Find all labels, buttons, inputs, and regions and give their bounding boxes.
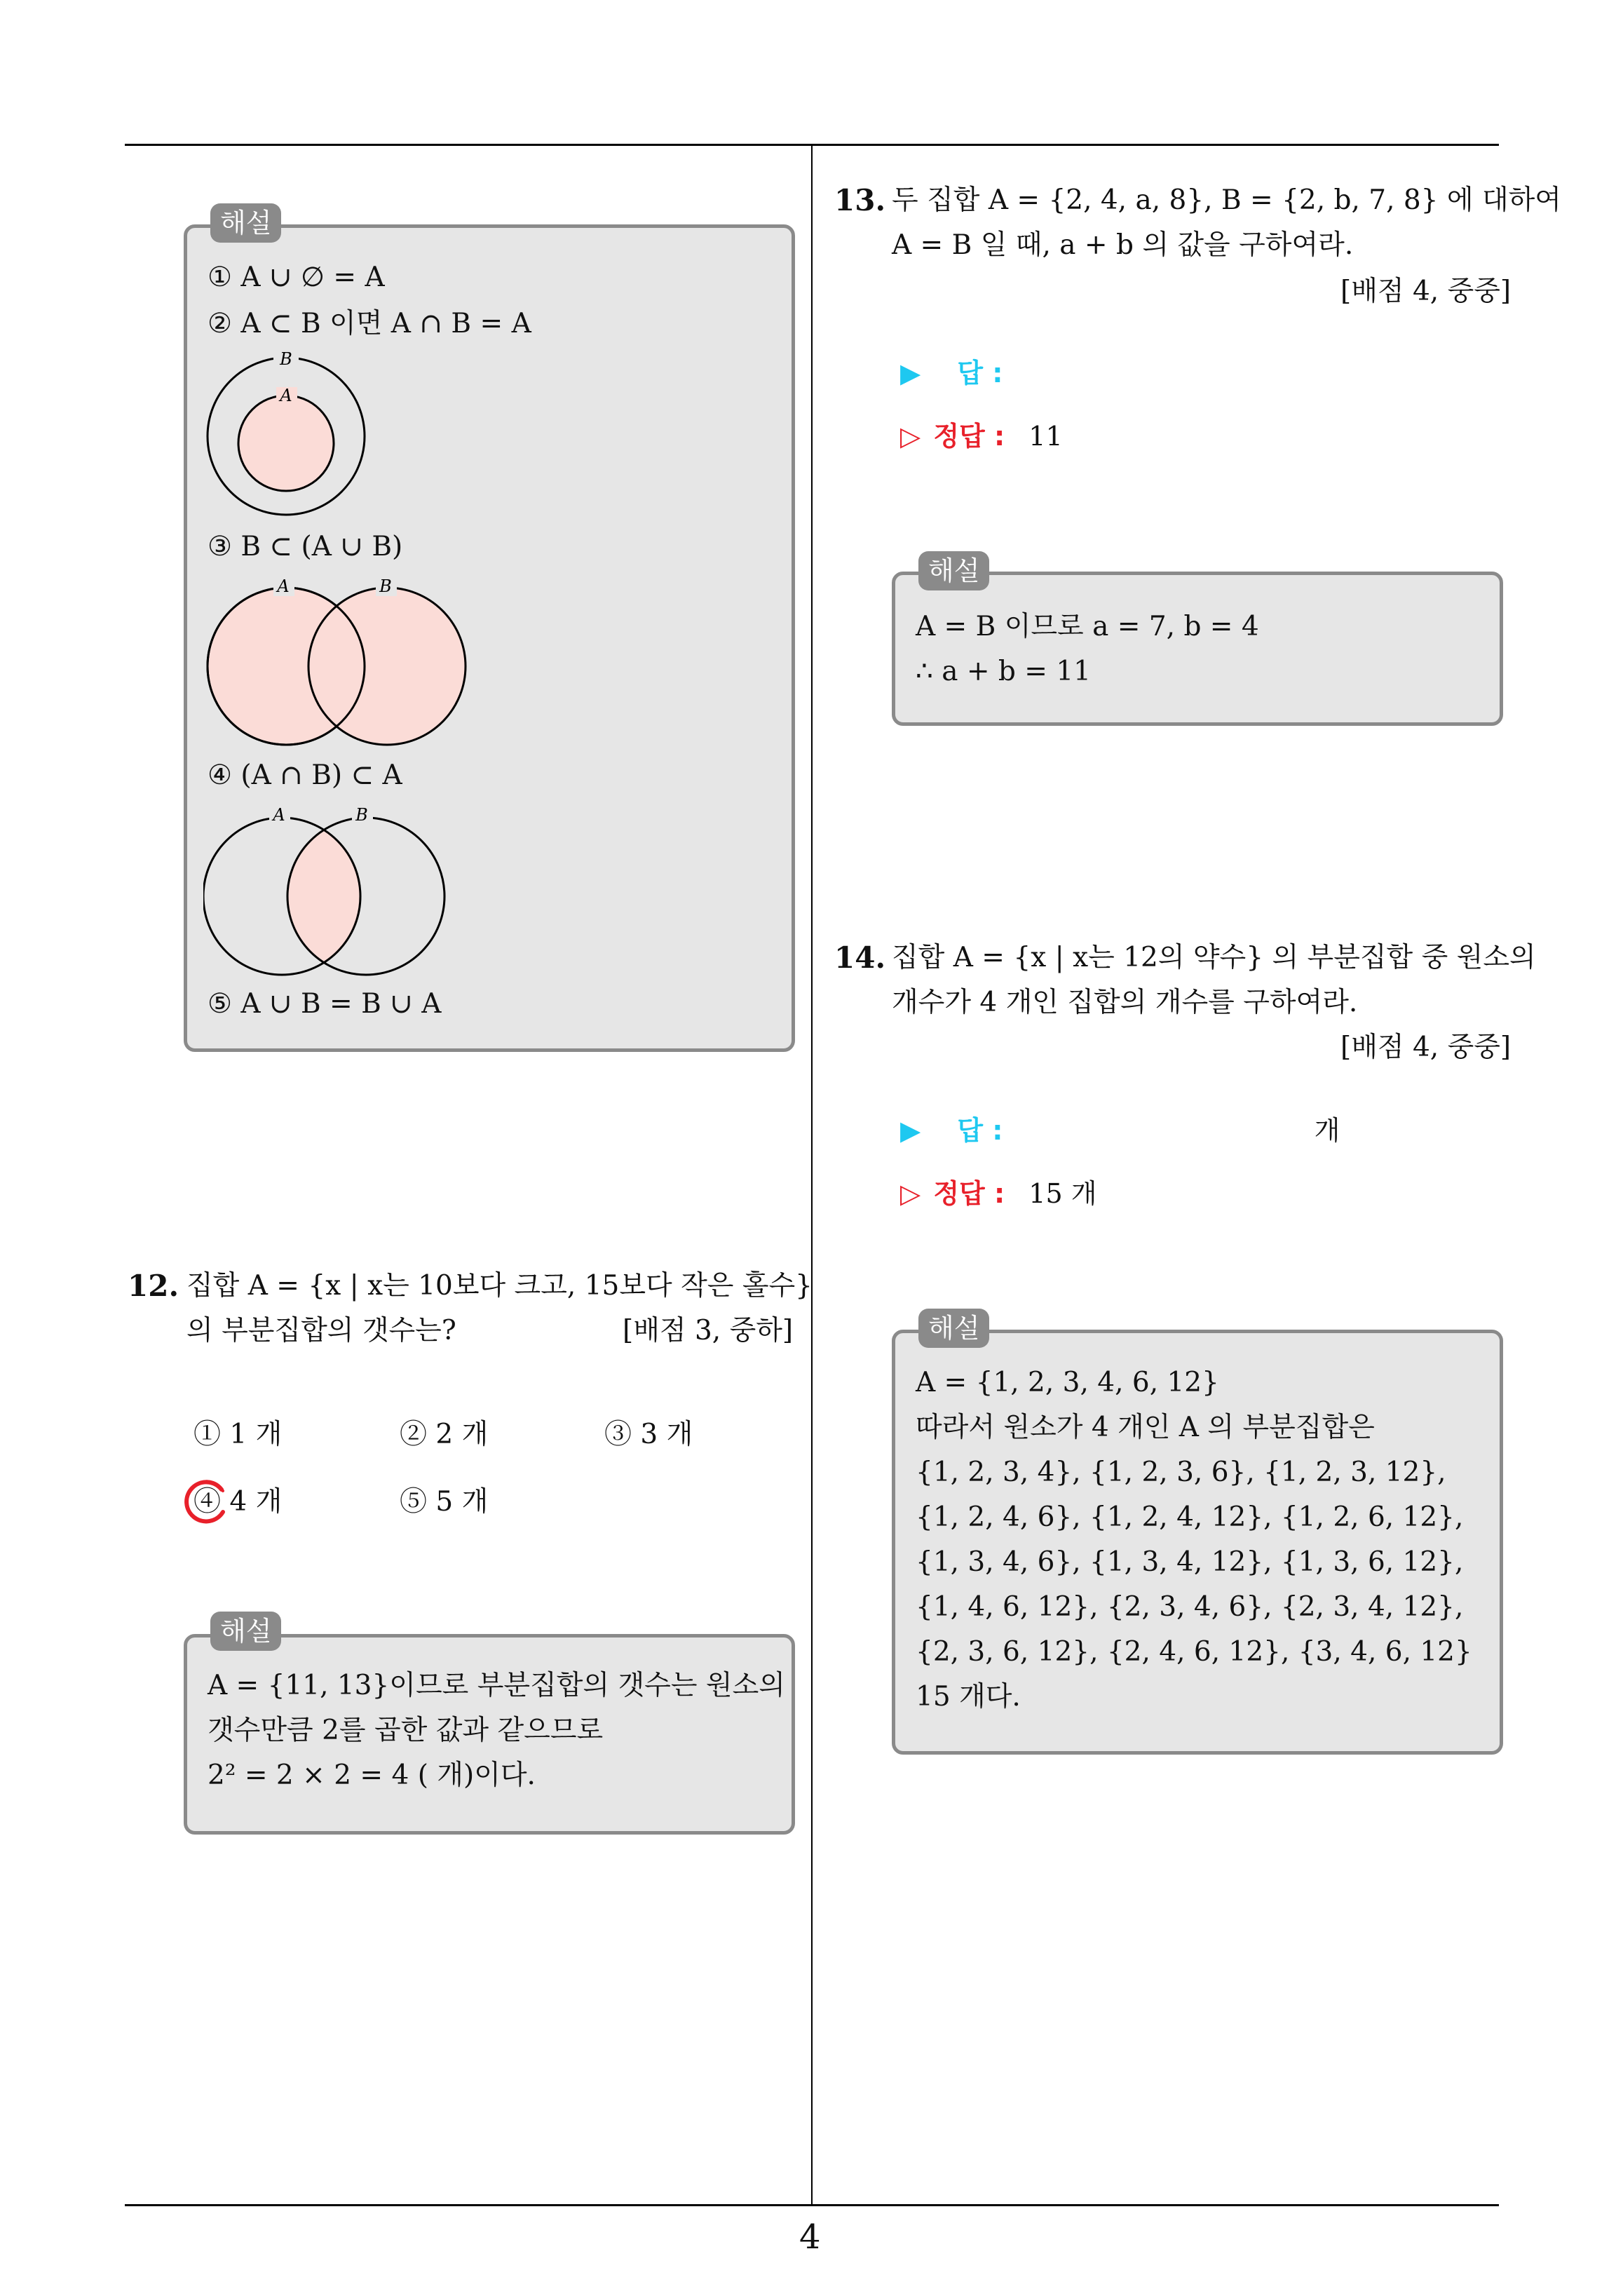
property-2: ② A ⊂ B 이면 A ∩ B = A xyxy=(208,308,531,339)
choice-3[interactable]: ③ 3 개 xyxy=(604,1419,693,1450)
q13-correct-value: 11 xyxy=(1028,421,1063,452)
question-14-meta: [배점 4, 중중] xyxy=(1340,1032,1512,1063)
page-number: 4 xyxy=(799,2217,821,2257)
q14-explanation-line2: 따라서 원소가 4 개인 A 의 부분집합은 xyxy=(916,1412,1375,1443)
question-12-number: 12. xyxy=(128,1269,179,1303)
venn3-label-b: B xyxy=(379,576,392,596)
correct-label: 정답 : xyxy=(933,421,1005,452)
q13-explanation-line1: A = B 이므로 a = 7, b = 4 xyxy=(916,611,1259,642)
question-12-line2: 의 부분집합의 갯수는? xyxy=(186,1315,456,1346)
column-divider xyxy=(811,144,813,2206)
explanation-tag: 해설 xyxy=(918,551,989,590)
correct-answer-icon: ▷ xyxy=(900,421,921,452)
q14-explanation-line6: {1, 4, 6, 12}, {2, 3, 4, 6}, {2, 3, 4, 12}, xyxy=(916,1591,1464,1623)
explanation-tag: 해설 xyxy=(210,1612,281,1651)
q14-explanation-line8: 15 개다. xyxy=(916,1681,1021,1713)
choice-5[interactable]: ⑤ 5 개 xyxy=(400,1486,489,1518)
question-13-meta: [배점 4, 중중] xyxy=(1340,276,1512,307)
property-5: ⑤ A ∪ B = B ∪ A xyxy=(208,988,442,1020)
answer-label: 답 : xyxy=(957,358,1003,389)
venn4-label-b: B xyxy=(355,805,368,825)
question-14-number: 14. xyxy=(834,940,886,975)
choice-4[interactable]: ④ 4 개 xyxy=(193,1486,283,1518)
bottom-rule xyxy=(125,2204,1499,2206)
q14-answer-row xyxy=(900,1114,1340,1147)
venn3-label-a: A xyxy=(277,576,290,596)
q14-explanation-line1: A = {1, 2, 3, 4, 6, 12} xyxy=(916,1367,1219,1398)
explanation-tag: 해설 xyxy=(210,203,281,243)
q13-correct-row xyxy=(900,419,1063,453)
q12-explanation-line2: 갯수만큼 2를 곱한 값과 같으므로 xyxy=(208,1715,604,1746)
venn-diagram-subset xyxy=(203,351,372,519)
q14-explanation-line5: {1, 3, 4, 6}, {1, 3, 4, 12}, {1, 3, 6, 12}, xyxy=(916,1546,1464,1578)
answer-pointer-icon: ▶ xyxy=(900,358,921,389)
correct-label: 정답 : xyxy=(933,1178,1005,1209)
question-13-line1: 두 집합 A = {2, 4, a, 8}, B = {2, b, 7, 8} 에 대하여 xyxy=(892,184,1561,216)
q14-correct-value: 15 개 xyxy=(1028,1178,1097,1209)
venn2-label-a: A xyxy=(280,386,292,405)
question-14-line2: 개수가 4 개인 집합의 개수를 구하여라. xyxy=(892,987,1358,1018)
explanation-box-q13 xyxy=(892,572,1503,726)
question-12-meta: [배점 3, 중하] xyxy=(623,1315,794,1346)
property-4: ④ (A ∩ B) ⊂ A xyxy=(208,759,402,791)
selected-answer-mark xyxy=(179,1475,236,1532)
venn-diagram-intersection xyxy=(203,805,470,980)
choice-1[interactable]: ① 1 개 xyxy=(193,1419,283,1450)
property-3: ③ B ⊂ (A ∪ B) xyxy=(208,531,403,562)
q14-correct-row xyxy=(900,1177,1096,1210)
question-13-line2: A = B 일 때, a + b 의 값을 구하여라. xyxy=(892,229,1354,261)
answer-label: 답 : xyxy=(957,1115,1003,1146)
q14-answer-unit: 개 xyxy=(1314,1115,1340,1146)
explanation-tag: 해설 xyxy=(918,1309,989,1348)
q12-explanation-line1: A = {11, 13}이므로 부분집합의 갯수는 원소의 xyxy=(208,1670,785,1701)
venn2-label-b: B xyxy=(280,351,292,369)
q13-answer-row xyxy=(900,356,1236,390)
q12-explanation-line3: 2² = 2 × 2 = 4 ( 개)이다. xyxy=(208,1760,536,1791)
q14-explanation-line3: {1, 2, 3, 4}, {1, 2, 3, 6}, {1, 2, 3, 12}, xyxy=(916,1457,1446,1488)
answer-pointer-icon: ▶ xyxy=(900,1115,921,1146)
choice-2[interactable]: ② 2 개 xyxy=(400,1419,489,1450)
venn4-label-a: A xyxy=(273,805,285,825)
q14-explanation-line7: {2, 3, 6, 12}, {2, 4, 6, 12}, {3, 4, 6, 12} xyxy=(916,1636,1472,1668)
question-13-number: 13. xyxy=(834,183,886,217)
q13-explanation-line2: ∴ a + b = 11 xyxy=(916,656,1091,687)
property-1: ① A ∪ ∅ = A xyxy=(208,262,385,293)
correct-answer-icon: ▷ xyxy=(900,1178,921,1209)
question-14-line1: 집합 A = {x | x는 12의 약수} 의 부분집합 중 원소의 xyxy=(892,942,1536,973)
venn-diagram-union xyxy=(203,575,484,750)
q14-explanation-line4: {1, 2, 4, 6}, {1, 2, 4, 12}, {1, 2, 6, 12}, xyxy=(916,1501,1464,1533)
question-12-line1: 집합 A = {x | x는 10보다 크고, 15보다 작은 홀수} xyxy=(186,1270,813,1302)
